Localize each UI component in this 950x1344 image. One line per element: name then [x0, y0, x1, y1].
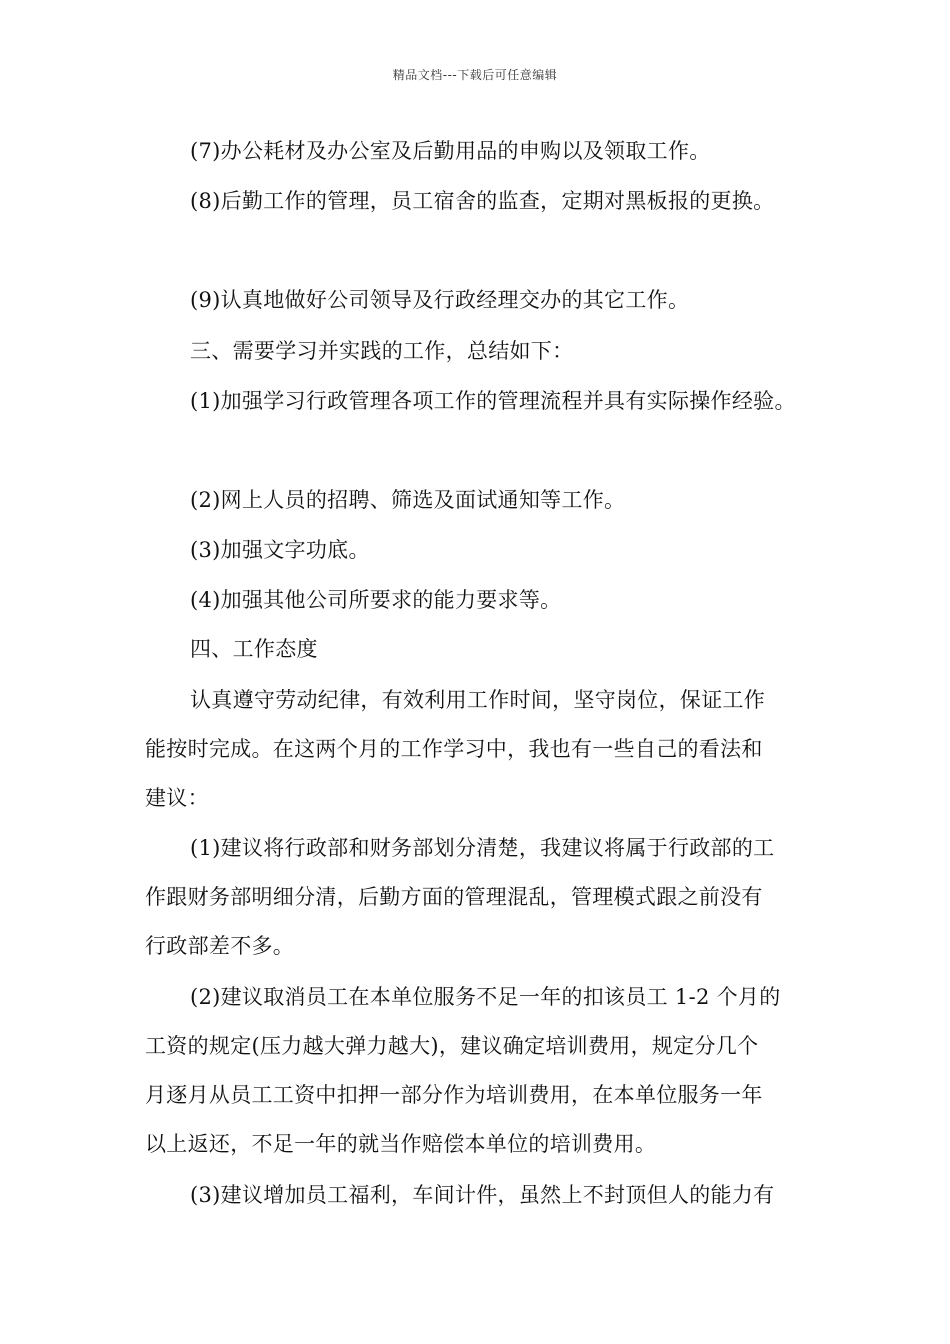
suggestion-3-line: (3)建议增加员工福利，车间计件，虽然上不封顶但人的能力有	[190, 1183, 775, 1207]
suggestion-2-line: 工资的规定(压力越大弹力越大)，建议确定培训费用，规定分几个	[145, 1034, 759, 1058]
paragraph-line: 能按时完成。在这两个月的工作学习中，我也有一些自己的看法和	[145, 737, 763, 761]
learn-item-2: (2)网上人员的招聘、筛选及面试通知等工作。	[190, 488, 626, 512]
paragraph-line: 认真遵守劳动纪律，有效利用工作时间，坚守岗位，保证工作	[190, 688, 766, 712]
section-heading-4: 四、工作态度	[190, 637, 318, 661]
list-item-9: (9)认真地做好公司领导及行政经理交办的其它工作。	[190, 288, 690, 312]
suggestion-1-line: 作跟财务部明细分清，后勤方面的管理混乱，管理模式跟之前没有	[145, 885, 763, 909]
learn-item-4: (4)加强其他公司所要求的能力要求等。	[190, 588, 562, 612]
paragraph-line: 建议：	[145, 786, 209, 810]
section-heading-3: 三、需要学习并实践的工作，总结如下：	[190, 339, 574, 363]
learn-item-1: (1)加强学习行政管理各项工作的管理流程并具有实际操作经验。	[190, 389, 796, 413]
suggestion-2-line: 月逐月从员工工资中扣押一部分作为培训费用，在本单位服务一年	[145, 1083, 763, 1107]
suggestion-2-line: 以上返还，不足一年的就当作赔偿本单位的培训费用。	[145, 1132, 657, 1156]
suggestion-1-line: 行政部差不多。	[145, 934, 295, 958]
list-item-7: (7)办公耗材及办公室及后勤用品的申购以及领取工作。	[190, 139, 711, 163]
suggestion-1-line: (1)建议将行政部和财务部划分清楚，我建议将属于行政部的工	[190, 836, 775, 860]
learn-item-3: (3)加强文字功底。	[190, 538, 370, 562]
suggestion-2-line: (2)建议取消员工在本单位服务不足一年的扣该员工 1-2 个月的	[190, 985, 781, 1009]
list-item-8: (8)后勤工作的管理，员工宿舍的监查，定期对黑板报的更换。	[190, 189, 775, 213]
page-header: 精品文档---下载后可任意编辑	[392, 68, 558, 82]
